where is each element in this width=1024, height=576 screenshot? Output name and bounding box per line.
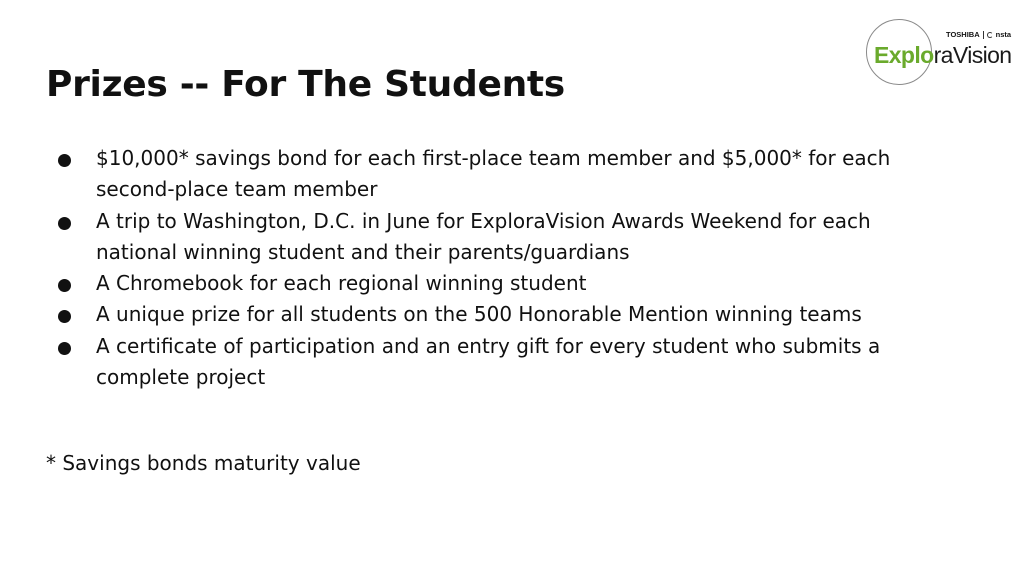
wordmark-ravision: raVision [933, 42, 1012, 68]
nsta-label: nsta [995, 30, 1012, 39]
prize-item [56, 206, 946, 269]
prize-item [56, 299, 946, 330]
exploravision-logo [866, 18, 1016, 90]
nsta-icon [987, 32, 993, 38]
prize-item [56, 143, 946, 206]
sponsor-logos [946, 30, 1011, 39]
prize-text: A trip to Washington, D.C. in June for ExploraVision Awards Weekend for each national winning student and their parents/guardians [96, 208, 871, 264]
prize-item [56, 268, 946, 299]
prize-list [56, 143, 946, 393]
bullet-icon [58, 310, 71, 323]
exploravision-wordmark [874, 42, 1012, 68]
prize-text: A Chromebook for each regional winning student [96, 271, 587, 296]
prize-text: A unique prize for all students on the 500 Honorable Mention winning teams [96, 302, 862, 327]
prize-text: $10,000* savings bond for each first-place team member and $5,000* for each second-place team member [96, 146, 891, 202]
prize-item [56, 331, 946, 394]
wordmark-explo: Explo [874, 42, 934, 68]
bullet-icon [58, 217, 71, 230]
bullet-icon [58, 342, 71, 355]
bullet-icon [58, 154, 71, 167]
slide-title: Prizes -- For The Students [46, 64, 565, 105]
toshiba-label: TOSHIBA [946, 30, 980, 39]
prize-text: A certificate of participation and an entry gift for every student who submits a complete project [96, 333, 881, 390]
bullet-icon [58, 279, 71, 292]
footnote: * Savings bonds maturity value [46, 451, 361, 475]
sponsor-divider [983, 31, 984, 39]
